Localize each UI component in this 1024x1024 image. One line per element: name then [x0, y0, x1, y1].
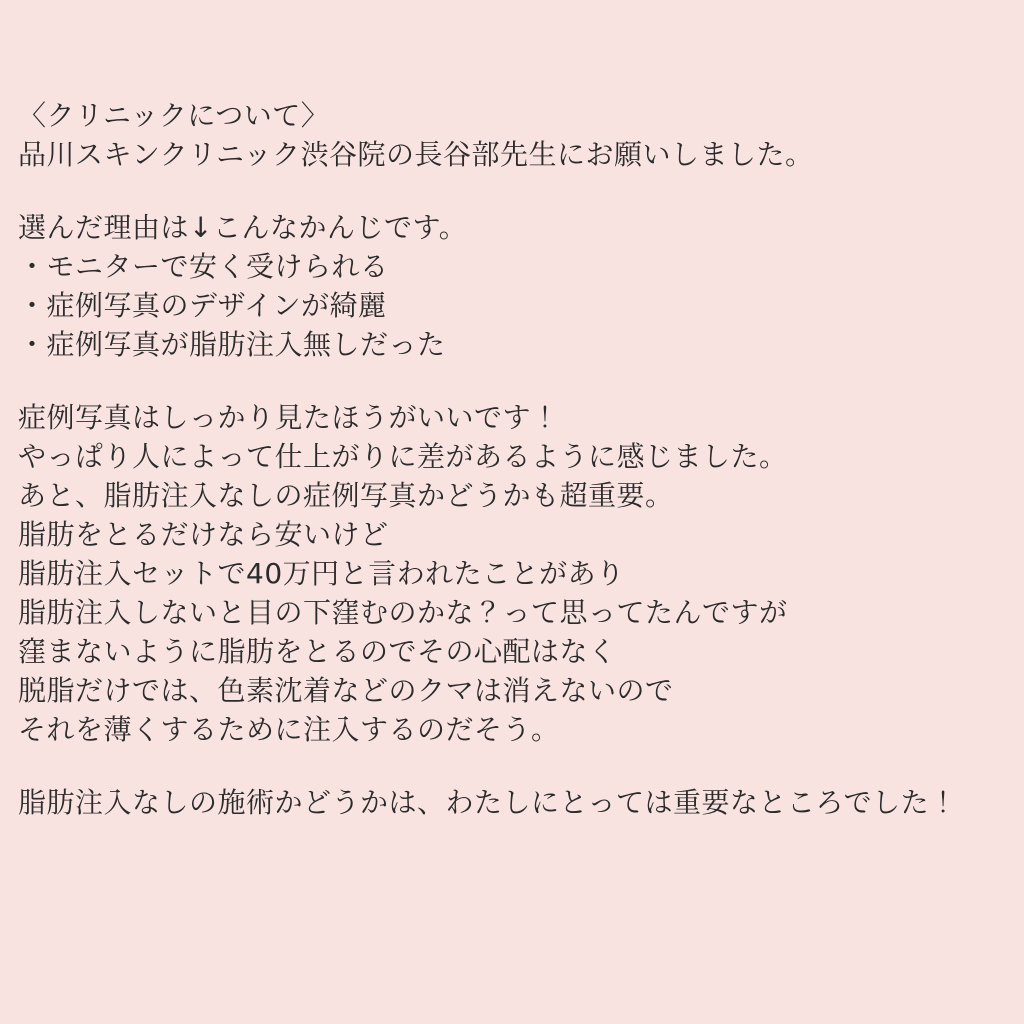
text-line: 脂肪注入なしの施術かどうかは、わたしにとっては重要なところでした！: [18, 786, 958, 819]
text-line: 症例写真はしっかり見たほうがいいです！: [18, 401, 560, 434]
paragraph-case-photos-advice: [18, 398, 1010, 749]
text-line: 脂肪注入セットで40万円と言われたことがあり: [18, 557, 625, 590]
text-line: 脂肪注入しないと目の下窪むのかな？って思ってたんですが: [18, 596, 788, 629]
paragraph-reasons-list: [18, 208, 1010, 364]
text-line: やっぱり人によって仕上がりに差があるように感じました。: [18, 440, 788, 473]
text-line: あと、脂肪注入なしの症例写真かどうかも超重要。: [18, 479, 674, 512]
text-line: 〈クリニックについて〉: [18, 99, 330, 132]
paragraph-conclusion: [18, 783, 1010, 822]
paragraph-clinic-heading: [18, 96, 1010, 174]
text-line: ・症例写真のデザインが綺麗: [18, 289, 387, 322]
text-line: ・モニターで安く受けられる: [18, 250, 389, 283]
text-line: ・症例写真が脂肪注入無しだった: [18, 328, 446, 361]
text-line: 脱脂だけでは、色素沈着などのクマは消えないので: [18, 674, 674, 707]
text-line: 品川スキンクリニック渋谷院の長谷部先生にお願いしました。: [18, 138, 814, 171]
text-line: 選んだ理由は↓こんなかんじです。: [18, 211, 468, 244]
text-line: 窪まないように脂肪をとるのでその心配はなく: [18, 635, 617, 668]
text-line: それを薄くするために注入するのだそう。: [18, 713, 560, 746]
text-line: 脂肪をとるだけなら安いけど: [18, 518, 389, 551]
